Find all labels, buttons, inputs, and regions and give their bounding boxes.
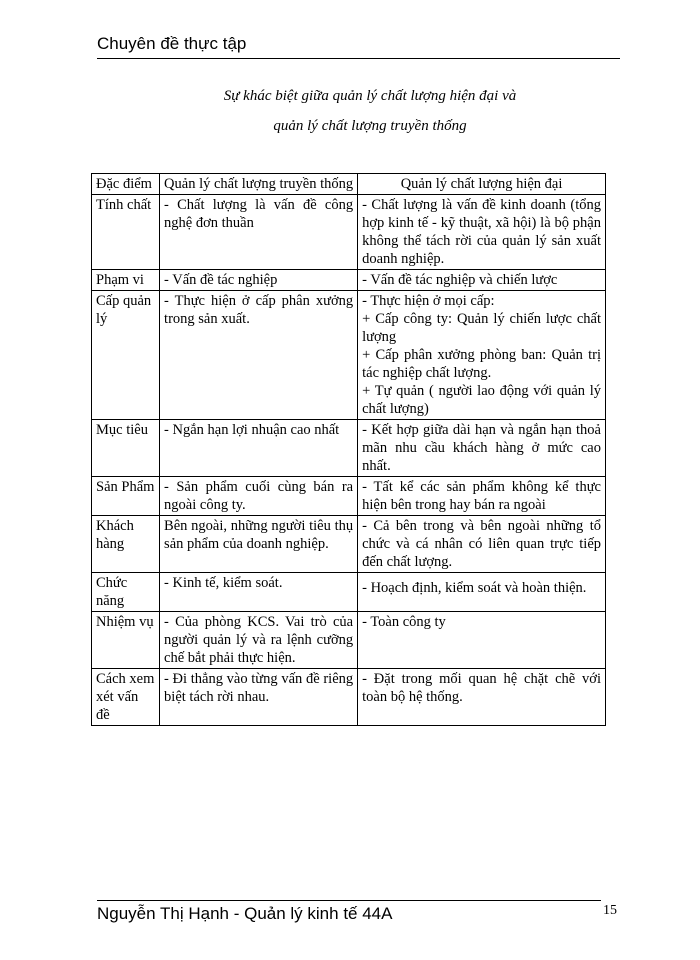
row-modern [358,420,606,477]
row-modern [358,270,606,291]
row-modern [358,195,606,270]
cell-line: - Kinh tế, kiểm soát. [164,575,283,591]
row-traditional [160,291,358,420]
row-traditional [160,669,358,726]
row-traditional [160,516,358,573]
cell-line: - Chất lượng là vấn đề công nghệ đơn thuần [164,197,354,231]
table-row [92,669,606,726]
table-row [92,477,606,516]
cell-line: - Vấn đề tác nghiệp và chiến lược [362,272,558,288]
row-feature: Sản Phẩm [92,477,160,516]
cell-line: - Kết hợp giữa dài hạn và ngắn hạn thoả mãn nhu cầu khách hàng ở mức cao nhất. [362,422,601,474]
table-header-row [92,174,606,195]
row-modern [358,573,606,612]
row-modern [358,477,606,516]
footer-divider [97,900,601,901]
cell-line: - Đi thẳng vào từng vấn đề riêng biệt tách rời nhau. [164,671,354,705]
cell-line: - Vấn đề tác nghiệp [164,272,278,288]
cell-line: - Toàn công ty [362,614,446,630]
cell-line: - Hoạch định, kiểm soát và hoàn thiện. [362,580,587,596]
row-modern [358,516,606,573]
row-traditional [160,612,358,669]
row-modern [358,291,606,420]
cell-line: + Tự quản ( người lao động với quản lý chất lượng) [362,383,601,417]
comparison-table [91,173,606,726]
cell-line: - Chất lượng là vấn đề kinh doanh (tổng hợp kinh tế - kỹ thuật, xã hội) là bộ phận không thể tách rời của quản lý sản xuất doanh nghiệp. [362,197,601,267]
cell-line: Bên ngoài, những người tiêu thụ sản phẩm của doanh nghiệp. [164,518,354,552]
table-row [92,516,606,573]
cell-line: + Cấp phân xưởng phòng ban: Quản trị tác nghiệp chất lượng. [362,347,601,381]
cell-line: - Của phòng KCS. Vai trò của người quản lý và ra lệnh cưỡng chế bắt phải thực hiện. [164,614,354,666]
table-row [92,573,606,612]
table-row [92,612,606,669]
table-row [92,270,606,291]
cell-line: - Thực hiện ở mọi cấp: [362,293,495,309]
row-traditional [160,477,358,516]
row-feature: Nhiệm vụ [92,612,160,669]
row-modern [358,612,606,669]
row-feature: Cấp quản lý [92,291,160,420]
header-feature: Đặc điểm [92,174,160,195]
cell-line: - Đặt trong mối quan hệ chặt chẽ với toàn bộ hệ thống. [362,671,601,705]
row-feature: Cách xem xét vấn đề [92,669,160,726]
row-feature: Phạm vi [92,270,160,291]
row-feature: Tính chất [92,195,160,270]
cell-line: - Cả bên trong và bên ngoài những tổ chức và cá nhân có liên quan trực tiếp đến chất lượng. [362,518,601,570]
header-divider [97,58,620,59]
table-caption-line-2: quản lý chất lượng truyền thống [273,118,467,134]
page-number: 15 [603,903,617,918]
cell-line: - Ngắn hạn lợi nhuận cao nhất [164,422,340,438]
table-row [92,420,606,477]
table-row [92,291,606,420]
header-modern: Quản lý chất lượng hiện đại [358,174,606,195]
row-traditional [160,270,358,291]
table-row [92,195,606,270]
row-feature: Chức năng [92,573,160,612]
row-feature: Mục tiêu [92,420,160,477]
row-modern [358,669,606,726]
header-traditional: Quản lý chất lượng truyền thống [160,174,358,195]
row-traditional [160,573,358,612]
row-feature: Khách hàng [92,516,160,573]
cell-line: - Tất kể các sản phẩm không kể thực hiện bên trong hay bán ra ngoài [362,479,601,513]
footer-author: Nguyễn Thị Hạnh - Quản lý kinh tế 44A [97,904,393,923]
table-caption-line-1: Sự khác biệt giữa quản lý chất lượng hiện đại và [223,88,517,104]
cell-line: - Thực hiện ở cấp phân xưởng trong sản xuất. [164,293,354,327]
cell-line: - Sản phẩm cuối cùng bán ra ngoài công ty. [164,479,354,513]
page-header-title: Chuyên đề thực tập [97,34,247,53]
row-traditional [160,195,358,270]
cell-line: + Cấp công ty: Quản lý chiến lược chất lượng [362,311,601,345]
row-traditional [160,420,358,477]
